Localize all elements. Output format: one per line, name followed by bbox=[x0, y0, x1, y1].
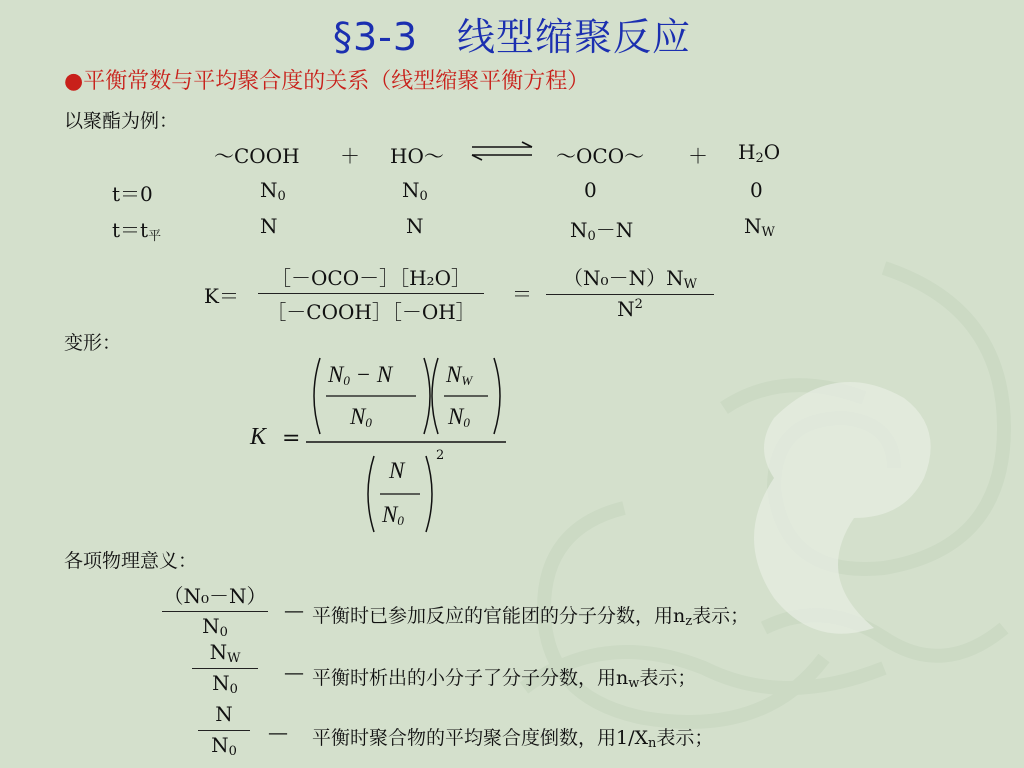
meaning-fraction-degree bbox=[198, 702, 250, 759]
meaning-fraction-reacted bbox=[162, 580, 268, 640]
fraction-numerator: N bbox=[389, 458, 405, 483]
amount-water-start: 0 bbox=[750, 178, 763, 202]
fraction-numerator: $N_W$ bbox=[209, 640, 241, 666]
amount-ratio-fraction bbox=[546, 262, 714, 321]
fraction-numerator: $N_0 - N$ bbox=[328, 362, 393, 388]
exponent: 2 bbox=[436, 448, 445, 463]
reactant-ho: HO～ bbox=[390, 144, 444, 168]
fraction-numerator: $(N_0-N)N_W$ bbox=[563, 266, 697, 292]
fraction-denominator: $N^2$ bbox=[617, 297, 643, 321]
amount-ester-start: 0 bbox=[584, 178, 597, 202]
fraction-denominator: $N_0$ bbox=[211, 733, 237, 759]
section-subtitle: ●平衡常数与平均聚合度的关系（线型缩聚平衡方程） bbox=[64, 69, 590, 94]
product-water: $H_2O$ bbox=[738, 140, 781, 166]
page-title: §3-3 线型缩聚反应 bbox=[332, 15, 692, 59]
k-label: K＝ bbox=[204, 284, 239, 308]
meaning-text: 平衡时已参加反应的官能团的分子分数，用$n_z$表示； bbox=[312, 605, 750, 629]
plus-sign: ＋ bbox=[688, 144, 708, 168]
fraction-denominator: $N_0$ bbox=[202, 614, 228, 640]
fraction-numerator: （N₀－N） bbox=[163, 584, 267, 608]
fraction-denominator: $N_0$ bbox=[448, 404, 470, 430]
amount-oh-start: $N_0$ bbox=[402, 178, 428, 204]
dash: — bbox=[284, 598, 304, 622]
equals-sign: = bbox=[282, 426, 301, 451]
amount-oh-eq: N bbox=[406, 214, 424, 238]
product-oco: ～OCO～ bbox=[556, 144, 645, 168]
fraction-denominator: $N_0$ bbox=[382, 502, 404, 528]
fraction-numerator: ［－OCO－］［H₂O］ bbox=[271, 266, 471, 290]
fraction-numerator: $N_W$ bbox=[446, 362, 473, 388]
fraction-numerator: N bbox=[215, 702, 233, 726]
example-label: 以聚酯为例： bbox=[64, 110, 179, 132]
amount-cooh-start: $N_0$ bbox=[260, 178, 286, 204]
dash: — bbox=[268, 720, 288, 744]
meaning-fraction-released bbox=[192, 640, 258, 697]
time-label-equilibrium: $t=t_平$ bbox=[112, 218, 162, 244]
fraction-denominator: ［－COOH］［－OH］ bbox=[266, 300, 476, 324]
meaning-label: 各项物理意义： bbox=[64, 550, 198, 572]
meaning-text: 平衡时析出的小分子了分子分数，用$n_w$表示； bbox=[312, 667, 697, 691]
amount-ester-eq: $N_0-N$ bbox=[570, 218, 634, 244]
amount-water-eq: $N_W$ bbox=[744, 214, 775, 240]
meaning-text: 平衡时聚合物的平均聚合度倒数，用$1/X_n$表示； bbox=[312, 727, 714, 751]
dash: — bbox=[284, 660, 304, 684]
fraction-denominator: $N_0$ bbox=[212, 671, 238, 697]
reactant-cooh: ～COOH bbox=[214, 144, 300, 168]
fraction-denominator: $N_0$ bbox=[350, 404, 372, 430]
equals-sign: ＝ bbox=[512, 282, 532, 306]
main-fraction-bar bbox=[306, 440, 510, 444]
amount-cooh-eq: N bbox=[260, 214, 278, 238]
plus-sign: ＋ bbox=[340, 144, 360, 168]
transform-label: 变形： bbox=[64, 332, 122, 354]
concentration-ratio-fraction bbox=[258, 262, 484, 325]
equilibrium-arrow-icon bbox=[468, 140, 536, 162]
k-symbol: K bbox=[250, 424, 267, 450]
time-label-start: t＝0 bbox=[112, 182, 153, 206]
